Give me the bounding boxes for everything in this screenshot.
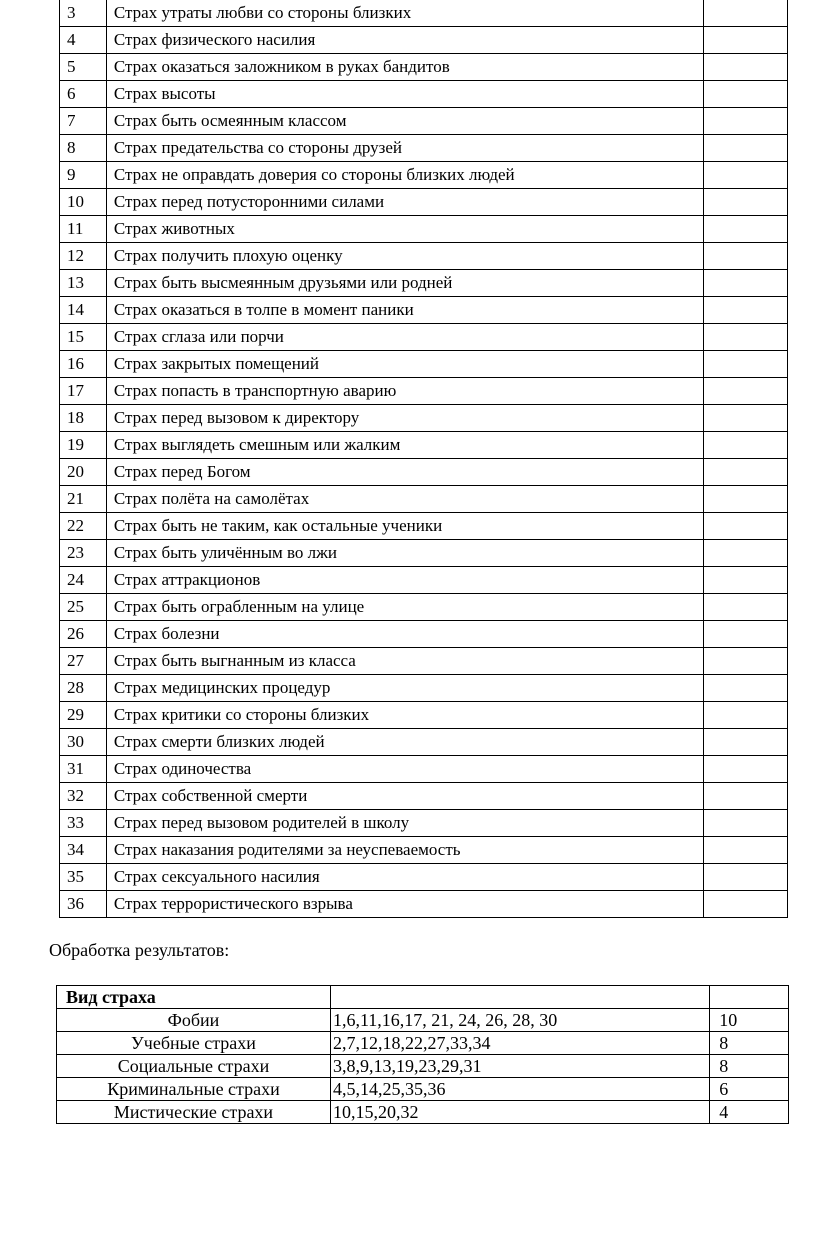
results-row — [57, 1055, 789, 1078]
fear-answer-cell — [704, 0, 788, 27]
fear-text: Страх медицинских процедур — [106, 675, 703, 702]
fear-text: Страх высоты — [106, 81, 703, 108]
fear-row — [60, 486, 788, 513]
fear-text: Страх животных — [106, 216, 703, 243]
fear-number: 5 — [60, 54, 107, 81]
fear-answer-cell — [704, 108, 788, 135]
results-kind: Мистические страхи — [57, 1101, 331, 1124]
results-items: 4,5,14,25,35,36 — [330, 1078, 709, 1101]
fear-row — [60, 540, 788, 567]
fear-answer-cell — [704, 540, 788, 567]
fear-row — [60, 297, 788, 324]
fear-number: 32 — [60, 783, 107, 810]
fear-answer-cell — [704, 324, 788, 351]
fear-text: Страх быть ограбленным на улице — [106, 594, 703, 621]
fear-text: Страх быть не таким, как остальные ученики — [106, 513, 703, 540]
fear-text: Страх перед Богом — [106, 459, 703, 486]
results-kind: Учебные страхи — [57, 1032, 331, 1055]
fear-number: 33 — [60, 810, 107, 837]
fear-number: 23 — [60, 540, 107, 567]
fear-number: 6 — [60, 81, 107, 108]
results-row — [57, 1101, 789, 1124]
fear-number: 26 — [60, 621, 107, 648]
fear-number: 34 — [60, 837, 107, 864]
fear-row — [60, 729, 788, 756]
results-header-count — [710, 986, 789, 1009]
fear-text: Страх получить плохую оценку — [106, 243, 703, 270]
fear-number: 19 — [60, 432, 107, 459]
fear-text: Страх быть выгнанным из класса — [106, 648, 703, 675]
fear-row — [60, 621, 788, 648]
fear-row — [60, 27, 788, 54]
results-header-row — [57, 986, 789, 1009]
fears-table — [59, 0, 788, 918]
fear-text: Страх оказаться заложником в руках бандитов — [106, 54, 703, 81]
fear-text: Страх аттракционов — [106, 567, 703, 594]
results-row — [57, 1032, 789, 1055]
fear-number: 16 — [60, 351, 107, 378]
fear-answer-cell — [704, 810, 788, 837]
fear-answer-cell — [704, 648, 788, 675]
fear-answer-cell — [704, 621, 788, 648]
fear-answer-cell — [704, 513, 788, 540]
fear-row — [60, 702, 788, 729]
fear-number: 17 — [60, 378, 107, 405]
fear-row — [60, 81, 788, 108]
fear-number: 28 — [60, 675, 107, 702]
fear-number: 11 — [60, 216, 107, 243]
fear-number: 30 — [60, 729, 107, 756]
fear-text: Страх полёта на самолётах — [106, 486, 703, 513]
fear-number: 35 — [60, 864, 107, 891]
fear-text: Страх физического насилия — [106, 27, 703, 54]
fear-row — [60, 432, 788, 459]
fear-number: 9 — [60, 162, 107, 189]
fear-number: 15 — [60, 324, 107, 351]
fear-text: Страх террористического взрыва — [106, 891, 703, 918]
fear-row — [60, 351, 788, 378]
fear-text: Страх сексуального насилия — [106, 864, 703, 891]
fear-text: Страх утраты любви со стороны близких — [106, 0, 703, 27]
fear-answer-cell — [704, 243, 788, 270]
fear-row — [60, 54, 788, 81]
fear-text: Страх болезни — [106, 621, 703, 648]
results-count: 8 — [710, 1032, 789, 1055]
results-table — [56, 985, 789, 1124]
results-count: 6 — [710, 1078, 789, 1101]
results-kind: Социальные страхи — [57, 1055, 331, 1078]
fear-row — [60, 243, 788, 270]
fear-number: 4 — [60, 27, 107, 54]
fear-row — [60, 675, 788, 702]
results-count: 4 — [710, 1101, 789, 1124]
results-count: 8 — [710, 1055, 789, 1078]
fear-number: 31 — [60, 756, 107, 783]
fear-number: 27 — [60, 648, 107, 675]
fear-answer-cell — [704, 405, 788, 432]
fear-row — [60, 594, 788, 621]
fear-number: 10 — [60, 189, 107, 216]
fear-text: Страх сглаза или порчи — [106, 324, 703, 351]
fear-number: 29 — [60, 702, 107, 729]
fear-row — [60, 216, 788, 243]
fear-row — [60, 837, 788, 864]
fear-answer-cell — [704, 459, 788, 486]
fear-row — [60, 135, 788, 162]
fear-text: Страх перед потусторонними силами — [106, 189, 703, 216]
fear-row — [60, 459, 788, 486]
fear-text: Страх одиночества — [106, 756, 703, 783]
fear-answer-cell — [704, 162, 788, 189]
fear-row — [60, 405, 788, 432]
results-items: 2,7,12,18,22,27,33,34 — [330, 1032, 709, 1055]
fear-row — [60, 189, 788, 216]
fear-number: 8 — [60, 135, 107, 162]
fear-answer-cell — [704, 54, 788, 81]
results-kind: Криминальные страхи — [57, 1078, 331, 1101]
fear-number: 7 — [60, 108, 107, 135]
fear-text: Страх перед вызовом родителей в школу — [106, 810, 703, 837]
fear-answer-cell — [704, 702, 788, 729]
fear-answer-cell — [704, 594, 788, 621]
fear-text: Страх собственной смерти — [106, 783, 703, 810]
results-items: 3,8,9,13,19,23,29,31 — [330, 1055, 709, 1078]
fear-text: Страх попасть в транспортную аварию — [106, 378, 703, 405]
fear-answer-cell — [704, 27, 788, 54]
fear-number: 3 — [60, 0, 107, 27]
fear-answer-cell — [704, 270, 788, 297]
fear-number: 21 — [60, 486, 107, 513]
fear-number: 24 — [60, 567, 107, 594]
fear-answer-cell — [704, 351, 788, 378]
results-header-items — [330, 986, 709, 1009]
fear-answer-cell — [704, 783, 788, 810]
fear-answer-cell — [704, 891, 788, 918]
results-items: 10,15,20,32 — [330, 1101, 709, 1124]
fear-answer-cell — [704, 378, 788, 405]
fear-number: 20 — [60, 459, 107, 486]
fear-text: Страх быть высмеянным друзьями или родней — [106, 270, 703, 297]
fear-row — [60, 324, 788, 351]
fear-answer-cell — [704, 864, 788, 891]
fear-row — [60, 162, 788, 189]
fear-row — [60, 810, 788, 837]
fear-answer-cell — [704, 486, 788, 513]
fear-number: 13 — [60, 270, 107, 297]
fear-text: Страх быть уличённым во лжи — [106, 540, 703, 567]
fear-row — [60, 378, 788, 405]
fear-answer-cell — [704, 837, 788, 864]
fear-number: 12 — [60, 243, 107, 270]
fear-number: 14 — [60, 297, 107, 324]
fear-answer-cell — [704, 567, 788, 594]
fear-text: Страх смерти близких людей — [106, 729, 703, 756]
fear-text: Страх перед вызовом к директору — [106, 405, 703, 432]
fear-row — [60, 648, 788, 675]
fear-text: Страх предательства со стороны друзей — [106, 135, 703, 162]
fear-text: Страх наказания родителями за неуспеваемость — [106, 837, 703, 864]
fear-row — [60, 270, 788, 297]
results-count: 10 — [710, 1009, 789, 1032]
fear-row — [60, 567, 788, 594]
fear-text: Страх выглядеть смешным или жалким — [106, 432, 703, 459]
fear-answer-cell — [704, 189, 788, 216]
fear-row — [60, 513, 788, 540]
fear-row — [60, 783, 788, 810]
fears-table-body — [60, 0, 788, 918]
results-items: 1,6,11,16,17, 21, 24, 26, 28, 30 — [330, 1009, 709, 1032]
results-kind: Фобии — [57, 1009, 331, 1032]
fear-text: Страх закрытых помещений — [106, 351, 703, 378]
fear-row — [60, 0, 788, 27]
fear-answer-cell — [704, 432, 788, 459]
fear-answer-cell — [704, 81, 788, 108]
results-table-body — [57, 986, 789, 1124]
fear-text: Страх критики со стороны близких — [106, 702, 703, 729]
fear-number: 36 — [60, 891, 107, 918]
fear-number: 22 — [60, 513, 107, 540]
results-header-kind: Вид страха — [57, 986, 331, 1009]
fear-row — [60, 108, 788, 135]
fear-text: Страх оказаться в толпе в момент паники — [106, 297, 703, 324]
fear-number: 25 — [60, 594, 107, 621]
fear-answer-cell — [704, 135, 788, 162]
results-row — [57, 1078, 789, 1101]
results-row — [57, 1009, 789, 1032]
results-heading: Обработка результатов: — [49, 940, 230, 960]
fear-answer-cell — [704, 297, 788, 324]
fear-answer-cell — [704, 729, 788, 756]
fear-answer-cell — [704, 675, 788, 702]
fear-answer-cell — [704, 216, 788, 243]
fear-row — [60, 864, 788, 891]
fear-row — [60, 891, 788, 918]
fear-text: Страх не оправдать доверия со стороны близких людей — [106, 162, 703, 189]
fear-number: 18 — [60, 405, 107, 432]
fear-row — [60, 756, 788, 783]
fear-text: Страх быть осмеянным классом — [106, 108, 703, 135]
fear-answer-cell — [704, 756, 788, 783]
